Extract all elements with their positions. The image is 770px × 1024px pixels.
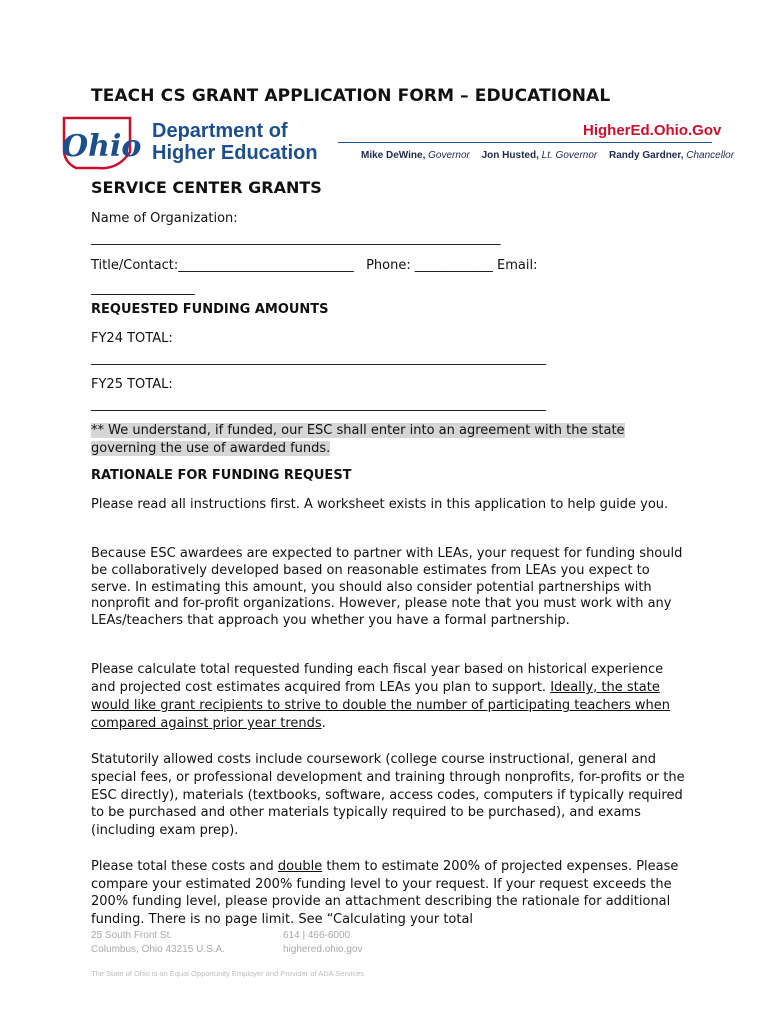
rationale-heading: RATIONALE FOR FUNDING REQUEST (91, 468, 352, 483)
equal-opportunity-notice: The State of Ohio is an Equal Opportunity Employer and Provider of ADA Services (91, 969, 365, 978)
paragraph-5-text-end: them to estimate 200% of projected expenses. Please compare your estimated 200% funding level to your request. If your request exceeds the 200% funding level, please provide an attachment describing the rationale for additional funding. There is no page limit. See “Calculating your total (91, 859, 679, 927)
paragraph-5-text: Please total these costs and (91, 859, 278, 874)
contact-line[interactable]: Title/Contact:___________________________ Phone: ____________ Email: (91, 258, 538, 273)
header-divider (338, 142, 712, 143)
official-role: Lt. Governor (541, 150, 598, 161)
fy24-label: FY24 TOTAL: (91, 331, 173, 346)
agreement-line-1: ** We understand, if funded, our ESC shall enter into an agreement with the state (91, 423, 625, 438)
org-input-line[interactable]: _______________________________________________________________ (91, 231, 501, 246)
officials-line (361, 150, 734, 161)
website-link[interactable]: HigherEd.Ohio.Gov (583, 122, 722, 139)
paragraph-3-text: Please calculate total requested funding each fiscal year based on historical experience and projected cost estimates acquired from LEAs you plan to support. (91, 662, 664, 695)
paragraph-5-underlined: double (277, 859, 323, 874)
email-input-line[interactable]: ________________ (91, 281, 195, 296)
rationale-paragraph-4: Statutorily allowed costs include coursework (college course instructional, general and special fees, or professional development and training through nonprofits, for-profits or the ESC directly), materials (textbooks, software, access codes, computers if typically required to be purchased and other materials typically required to be purchased), and exams (including exam prep). (91, 752, 685, 839)
rationale-paragraph-5 (91, 858, 681, 928)
agreement-line-2: governing the use of awarded funds. (91, 440, 331, 456)
footer-phone: 614 | 466-6000 (283, 930, 351, 941)
department-line-2: Higher Education (152, 142, 318, 164)
form-title: TEACH CS GRANT APPLICATION FORM – EDUCATIONAL (91, 86, 611, 106)
official-name: Mike DeWine, (361, 150, 426, 161)
org-label: Name of Organization: (91, 211, 238, 226)
official-name: Randy Gardner, (609, 150, 684, 161)
fy25-label: FY25 TOTAL: (91, 377, 173, 392)
footer-web[interactable]: highered.ohio.gov (283, 944, 363, 955)
address-line-2: Columbus, Ohio 43215 U.S.A. (91, 944, 225, 955)
paragraph-3-end: . (321, 716, 326, 731)
ohio-logo (58, 112, 144, 178)
ohio-logo-word: Ohio (62, 129, 142, 164)
rationale-paragraph-2: Because ESC awardees are expected to partner with LEAs, your request for funding should be collaboratively developed based on reasonable estimates from LEAs you expect to serve. In estimating this amount, you should also consider potential partnerships with nonprofit and for-profit organizations. However, please note that you must work with any LEAs/teachers that approach you whether you have a formal partnership. (91, 546, 683, 629)
fy25-input-line[interactable]: ______________________________________________________________________ (91, 397, 546, 412)
department-line-1: Department of (152, 120, 288, 142)
official-name: Jon Husted, (481, 150, 539, 161)
footer-address (91, 929, 225, 957)
address-line-1: 25 South Front St. (91, 930, 173, 941)
rationale-paragraph-1: Please read all instructions first. A worksheet exists in this application to help guide you. (91, 497, 669, 512)
rationale-paragraph-3 (91, 661, 683, 733)
agreement-statement (91, 422, 625, 457)
funding-heading: REQUESTED FUNDING AMOUNTS (91, 302, 329, 317)
paragraph-3-underlined: Ideally, the state would like grant recipients to strive to double the number of participating teachers when compared against prior year trends (91, 680, 671, 731)
section-heading: SERVICE CENTER GRANTS (91, 178, 322, 197)
department-name (152, 120, 318, 164)
official-role: Governor (428, 150, 470, 161)
official-role: Chancellor (686, 150, 735, 161)
fy24-input-line[interactable]: ______________________________________________________________________ (91, 351, 546, 366)
footer-contact (283, 929, 363, 957)
